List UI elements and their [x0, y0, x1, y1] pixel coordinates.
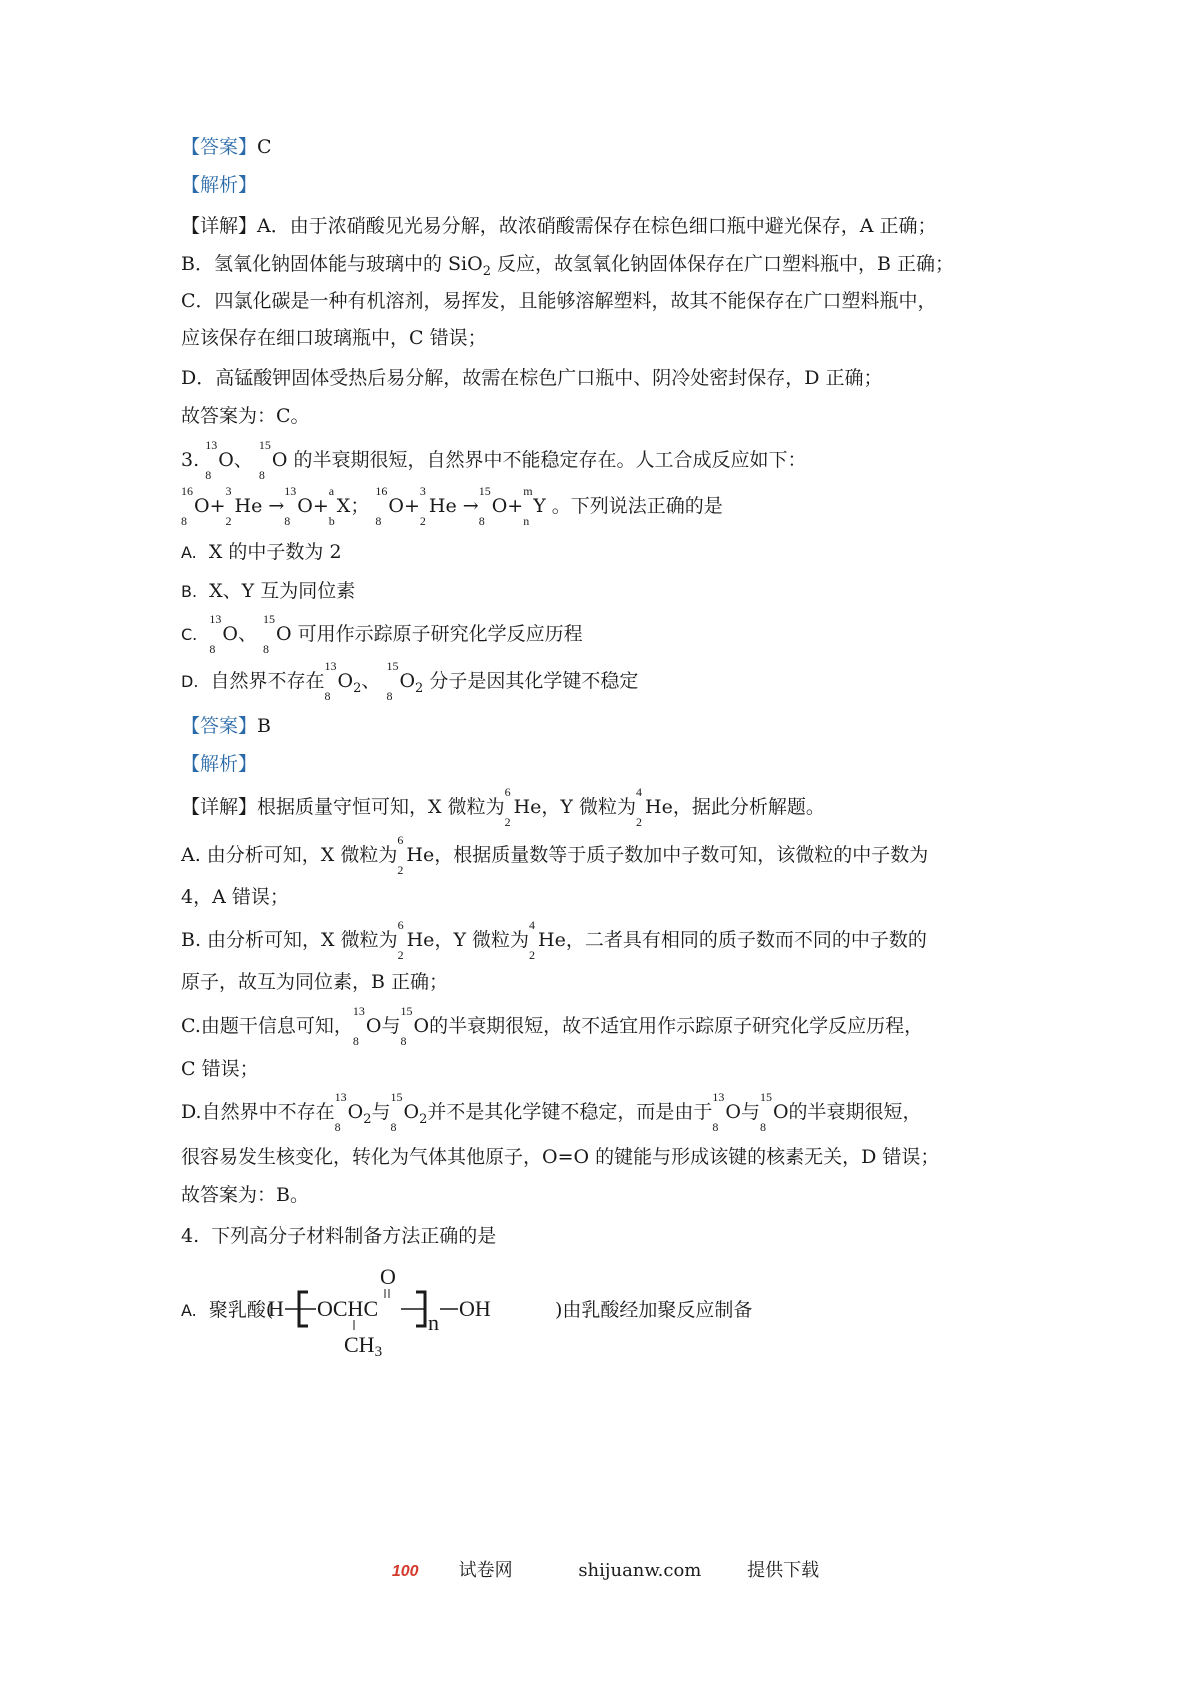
structure-n: n: [428, 1310, 439, 1335]
structure-o-top: O: [380, 1264, 396, 1289]
structure-h: H: [268, 1296, 284, 1321]
detail-line: 原子，故互为同位素，B 正确；: [181, 971, 449, 993]
site-logo: 100: [391, 1563, 419, 1580]
analysis-tag: 【解析】: [181, 753, 258, 775]
detail-line: 应该保存在细口玻璃瓶中，C 错误；: [181, 327, 487, 349]
footer-tail: 提供下载: [747, 1560, 820, 1581]
reaction-equation: 16 8 O+ 3 2 He → 13 8 O+ a b X； 16 8 O+ 3 2 He → 15 8 O+ m n Y 。下列说法正确的是: [181, 484, 723, 528]
isotope: 13 8 O: [205, 438, 234, 482]
detail-line: [181, 213, 937, 239]
detail-line: B. 由分析可知，X 微粒为 6 2 He，Y 微粒为 4 2 He，二者具有相同的质子数而不同的中子数的: [181, 918, 927, 962]
detail-line: D.自然界中不存在 13 8 $O_2$与 15 8 $O_2$并不是其化学键不稳定，而是由于 13 8 O与 15 8 O的半衰期很短，: [181, 1090, 922, 1134]
detail-line: B．氢氧化钠固体能与玻璃中的 SiO$_2$ 反应，故氢氧化钠固体保存在广口塑料瓶中，B 正确；: [181, 253, 955, 279]
option-a[interactable]: A. X 的中子数为 2: [181, 541, 342, 563]
detail-line: 【详解】根据质量守恒可知，X 微粒为 6 2 He，Y 微粒为 4 2 He，据此分析解题。: [181, 785, 825, 829]
question-4-stem: 4. 下列高分子材料制备方法正确的是: [181, 1225, 497, 1247]
question-3-stem: 3. 13 8 O、 15 8 O 的半衰期很短，自然界中不能稳定存在。人工合成反应如下：: [181, 438, 807, 482]
detail-line: D．高锰酸钾固体受热后易分解，故需在棕色广口瓶中、阴冷处密封保存，D 正确；: [181, 367, 883, 389]
detail-line: 故答案为：B。: [181, 1184, 309, 1206]
detail-line: 很容易发生核变化，转化为气体其他原子，O=O 的键能与形成该键的核素无关，D 错误；: [181, 1146, 940, 1168]
answer-line: [181, 134, 272, 160]
detail-tag: 【详解】: [181, 215, 258, 237]
detail-line: C.由题干信息可知， 13 8 O与 15 8 O的半衰期很短，故不适宜用作示踪原子研究化学反应历程，: [181, 1004, 924, 1048]
detail-line: 4，A 错误；: [181, 886, 289, 908]
site-domain-link[interactable]: shijuanw.com: [578, 1560, 702, 1581]
analysis-tag: 【解析】: [181, 174, 258, 196]
page-footer: [0, 1556, 1191, 1582]
detail-line: C 错误；: [181, 1058, 259, 1080]
polylactic-acid-structure: [268, 1262, 558, 1358]
structure-oh: OH: [459, 1296, 491, 1321]
option-a[interactable]: A. 聚乳酸(: [181, 1299, 274, 1321]
detail-line: C．四氯化碳是一种有机溶剂，易挥发，且能够溶解塑料，故其不能保存在广口塑料瓶中，: [181, 290, 937, 312]
structure-ch3: CH3: [344, 1332, 383, 1358]
option-b[interactable]: B. X、Y 互为同位素: [181, 580, 356, 602]
answer-value: C: [257, 136, 272, 158]
detail-line: 故答案为：C。: [181, 405, 310, 427]
detail-line: A. 由分析可知，X 微粒为 6 2 He，根据质量数等于质子数加中子数可知，该微粒的中子数为: [181, 833, 929, 877]
answer-line: 【答案】B: [181, 715, 271, 737]
site-name: 试卷网: [458, 1560, 513, 1581]
answer-tag: 【答案】: [181, 136, 258, 158]
option-c[interactable]: C. 13 8 O、 15 8 O 可用作示踪原子研究化学反应历程: [181, 612, 583, 656]
detail-text: A．由于浓硝酸见光易分解，故浓硝酸需保存在棕色细口瓶中避光保存，A 正确；: [257, 215, 937, 237]
isotope: 15 8 O: [258, 438, 288, 482]
structure-ochc: OCHC: [317, 1296, 379, 1321]
question-number: 3.: [181, 449, 200, 471]
option-d[interactable]: D. 自然界不存在 13 8 $O_2$、 15 8 $O_2$ 分子是因其化学键不稳定: [181, 659, 639, 703]
option-a-tail: )由乳酸经加聚反应制备: [555, 1299, 753, 1321]
